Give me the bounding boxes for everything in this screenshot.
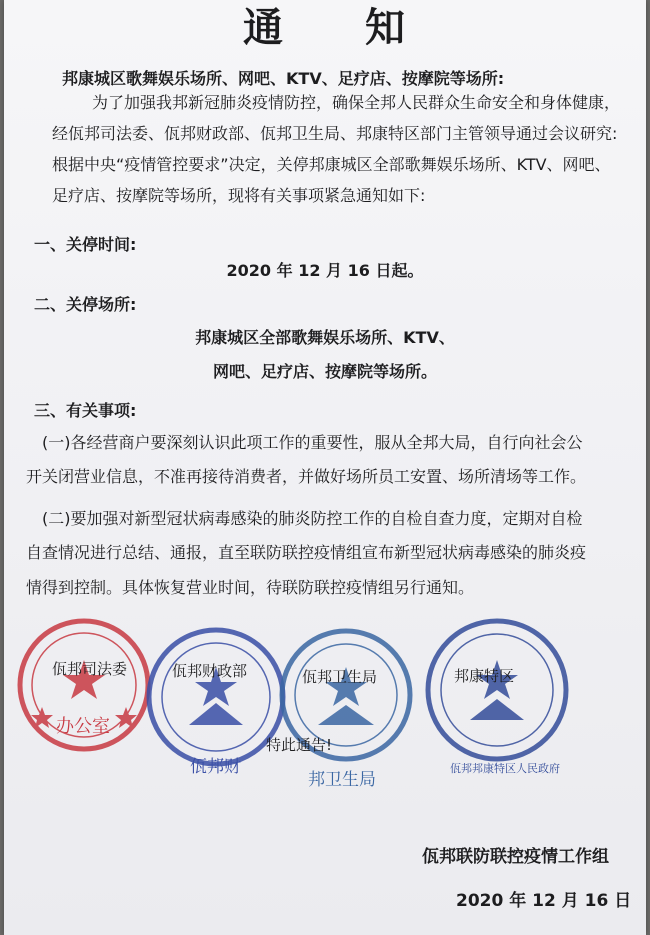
- title-char-1: 通: [243, 5, 285, 51]
- section2-content-line-1: 邦康城区全部歌舞娱乐场所、KTV、: [195, 328, 455, 347]
- addressee-line: 邦康城区歌舞娱乐场所、网吧、KTV、足疗店、按摩院等场所:: [62, 69, 505, 88]
- stamp-bangkang-center-text: 佤邦邦康特区人民政府: [450, 762, 560, 775]
- stamp-justice-label: 佤邦司法委: [52, 660, 128, 678]
- section1-content: 2020 年 12 月 16 日起。: [226, 261, 424, 280]
- item2-line-3: 情得到控制。具体恢复营业时间，待联防联控疫情组另行通知。: [26, 578, 475, 597]
- item2-line-2: 自查情况进行总结、通报，直至联防联控疫情组宣布新型冠状病毒感染的肺炎疫: [26, 543, 587, 562]
- item2-line-1: (二)要加强对新型冠状病毒感染的肺炎防控工作的自检自查力度，定期对自检: [42, 509, 583, 528]
- stamp-finance-label: 佤邦财政部: [172, 662, 248, 680]
- stamp-finance-center-text: 佤邦财: [190, 757, 241, 777]
- intro-line-4: 足疗店、按摩院等场所，现将有关事项紧急通知如下:: [52, 186, 426, 205]
- issue-date: 2020 年 12 月 16 日: [456, 891, 632, 911]
- intro-line-2: 经佤邦司法委、佤邦财政部、佤邦卫生局、邦康特区部门主管领导通过会议研究:: [52, 124, 618, 143]
- section1-heading: 一、关停时间:: [34, 235, 137, 254]
- stamp-bangkang-district: [422, 615, 572, 765]
- special-notice: 特此通告!: [266, 736, 333, 754]
- intro-line-1: 为了加强我邦新冠肺炎疫情防控，确保全邦人民群众生命安全和身体健康，: [92, 93, 621, 112]
- stamp-justice-center-text: 办公室: [56, 716, 110, 737]
- notice-title: [4, 0, 646, 53]
- stamp-health-label: 佤邦卫生局: [302, 668, 378, 686]
- item1-line-2: 开关闭营业信息，不准再接待消费者，并做好场所员工安置、场所清场等工作。: [26, 467, 587, 486]
- section2-heading: 二、关停场所:: [34, 295, 137, 314]
- item1-line-1: (一)各经营商户要深刻认识此项工作的重要性，服从全邦大局，自行向社会公: [42, 433, 583, 452]
- intro-line-3: 根据中央“疫情管控要求”决定，关停邦康城区全部歌舞娱乐场所、KTV、网吧、: [52, 155, 611, 174]
- title-char-2: 知: [365, 5, 407, 51]
- stamp-health-center-text: 邦卫生局: [308, 770, 376, 790]
- issuer: 佤邦联防联控疫情工作组: [422, 847, 609, 867]
- stamp-bangkang-label: 邦康特区: [454, 667, 515, 685]
- section2-content-line-2: 网吧、足疗店、按摩院等场所。: [212, 362, 437, 381]
- section3-heading: 三、有关事项:: [34, 401, 137, 420]
- stamp-bangkang-seal: [422, 615, 572, 765]
- notice-document: [4, 0, 646, 935]
